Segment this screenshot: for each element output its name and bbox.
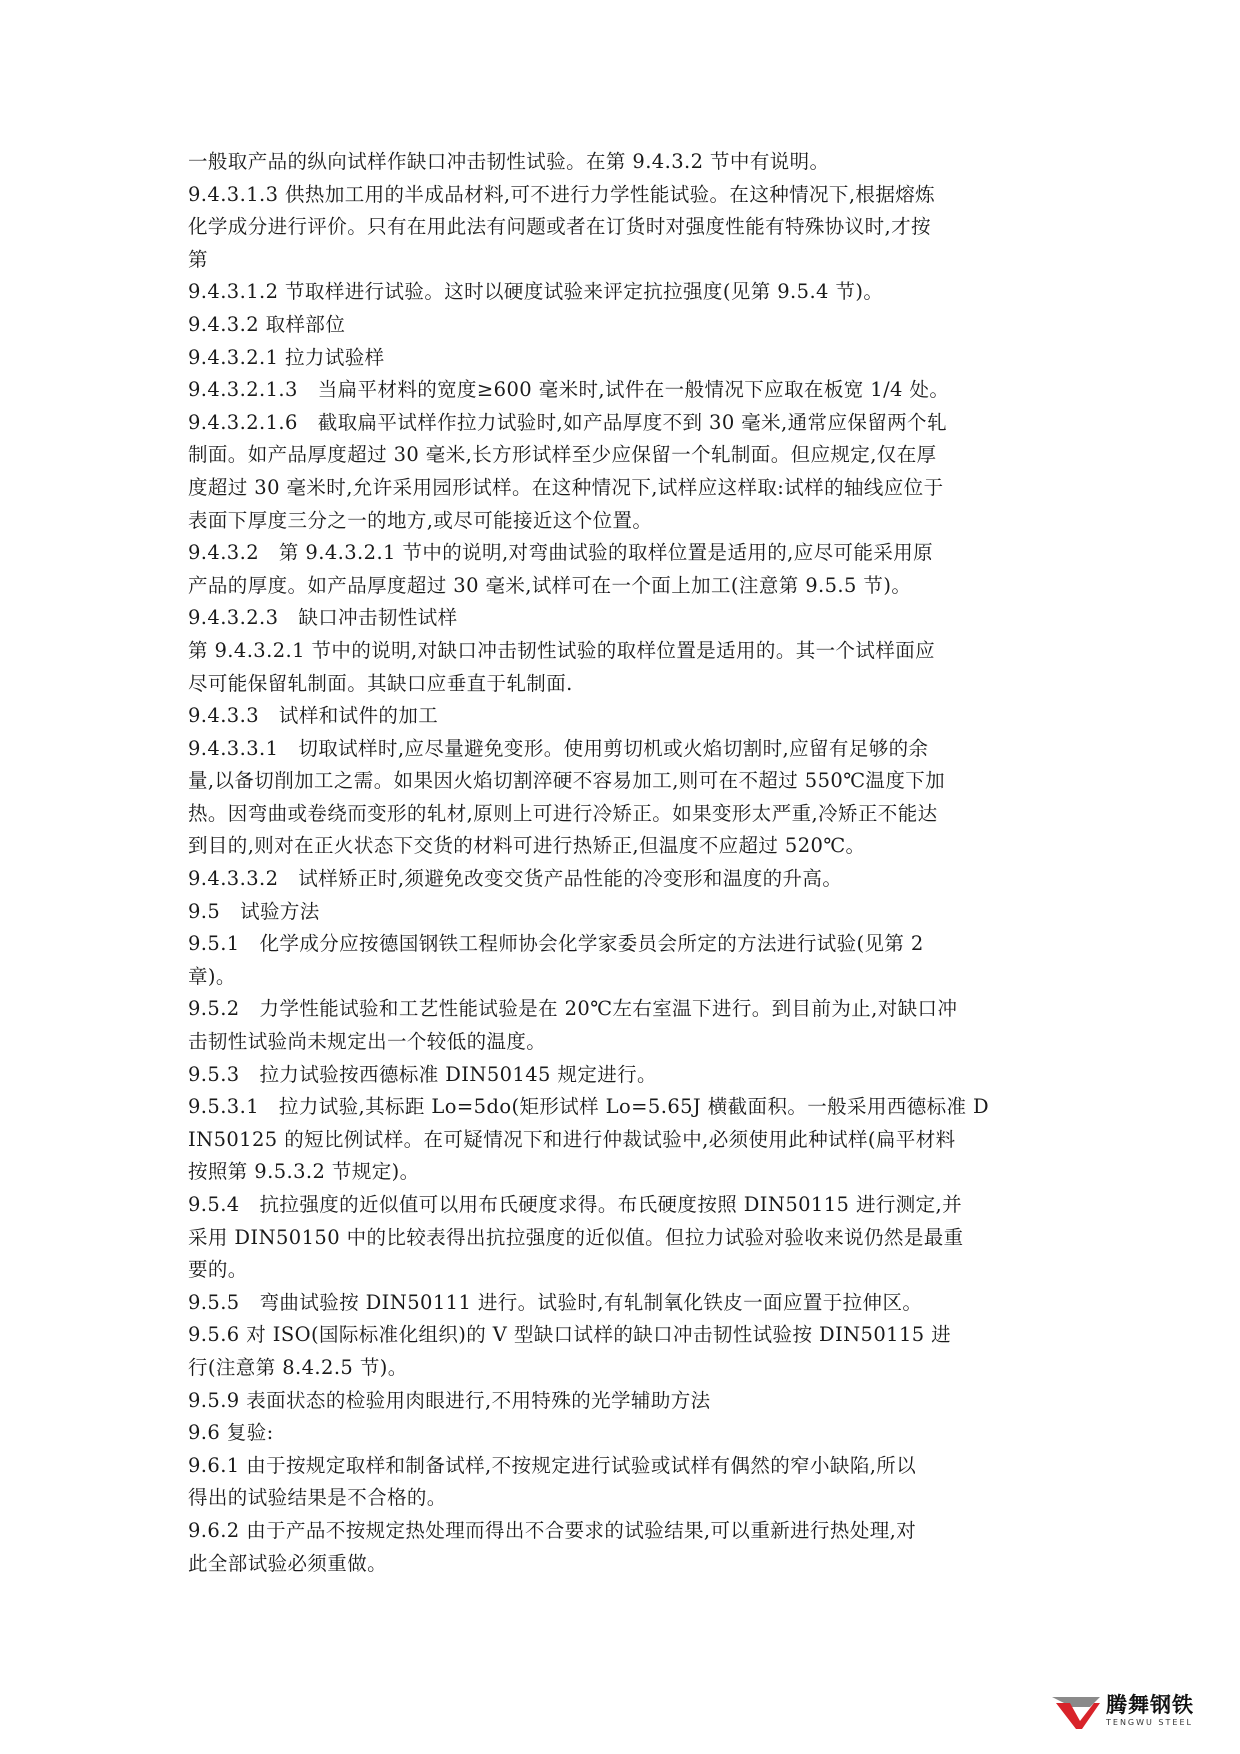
text-line: 9.5.6 对 ISO(国际标准化组织)的 V 型缺口试样的缺口冲击韧性试验按 DIN50115 进 xyxy=(188,1323,952,1347)
text-line: 到目的,则对在正火状态下交货的材料可进行热矫正,但温度不应超过 520℃。 xyxy=(188,834,866,858)
text-line: 制面。如产品厚度超过 30 毫米,长方形试样至少应保留一个轧制面。但应规定,仅在厚 xyxy=(188,443,937,467)
text-line: 得出的试验结果是不合格的。 xyxy=(188,1486,447,1510)
text-line: 9.5.3 拉力试验按西德标准 DIN50145 规定进行。 xyxy=(188,1062,657,1086)
logo-name-en: TENGWU STEEL xyxy=(1106,1718,1193,1727)
text-line: 9.4.3.2.1 拉力试验样 xyxy=(188,345,385,369)
text-line: 9.4.3.2 取样部位 xyxy=(188,312,346,336)
text-line: 产品的厚度。如产品厚度超过 30 毫米,试样可在一个面上加工(注意第 9.5.5 节)。 xyxy=(188,573,912,597)
text-line: 第 xyxy=(188,247,208,271)
text-line: 9.4.3.2.1.3 当扁平材料的宽度≥600 毫米时,试件在一般情况下应取在板宽 1/4 处。 xyxy=(188,378,950,402)
text-line: 热。因弯曲或卷绕而变形的轧材,原则上可进行冷矫正。如果变形太严重,冷矫正不能达 xyxy=(188,801,938,825)
text-line: 9.4.3.2 第 9.4.3.2.1 节中的说明,对弯曲试验的取样位置是适用的,应尽可能采用原 xyxy=(188,541,934,565)
text-line: 章)。 xyxy=(188,964,236,988)
text-line: 表面下厚度三分之一的地方,或尽可能接近这个位置。 xyxy=(188,508,653,532)
text-line: 9.4.3.2.3 缺口冲击韧性试样 xyxy=(188,606,458,630)
text-line: 9.4.3.2.1.6 截取扁平试样作拉力试验时,如产品厚度不到 30 毫米,通常应保留两个轧 xyxy=(188,410,947,434)
text-line: 化学成分进行评价。只有在用此法有问题或者在订货时对强度性能有特殊协议时,才按 xyxy=(188,215,931,239)
text-line: 9.4.3.3.2 试样矫正时,须避免改变交货产品性能的冷变形和温度的升高。 xyxy=(188,867,843,891)
text-line: 9.5.4 抗拉强度的近似值可以用布氏硬度求得。布氏硬度按照 DIN50115 进行测定,并 xyxy=(188,1193,963,1216)
text-line: 9.6 复验: xyxy=(188,1421,274,1445)
text-line: 9.4.3.3 试样和试件的加工 xyxy=(188,704,439,728)
text-line: 9.5.2 力学性能试验和工艺性能试验是在 20℃左右室温下进行。到目前为止,对缺口冲 xyxy=(188,997,958,1021)
tengwu-logo-icon xyxy=(1050,1691,1102,1731)
text-line: 9.6.2 由于产品不按规定热处理而得出不合要求的试验结果,可以重新进行热处理,对 xyxy=(188,1518,917,1542)
text-line: 9.6.1 由于按规定取样和制备试样,不按规定进行试验或试样有偶然的窄小缺陷,所以 xyxy=(188,1453,917,1477)
text-line: 此全部试验必须重做。 xyxy=(188,1551,388,1575)
text-line: 度超过 30 毫米时,允许采用园形试样。在这种情况下,试样应这样取:试样的轴线应位于 xyxy=(188,475,944,499)
text-line: 9.4.3.3.1 切取试样时,应尽量避免变形。使用剪切机或火焰切割时,应留有足够的余 xyxy=(188,736,929,760)
text-line: 采用 DIN50150 中的比较表得出抗拉强度的近似值。但拉力试验对验收来说仍然是最重 xyxy=(188,1225,964,1249)
text-line: 9.5 试验方法 xyxy=(188,899,320,923)
text-line: 第 9.4.3.2.1 节中的说明,对缺口冲击韧性试验的取样位置是适用的。其一个试样面应 xyxy=(188,638,936,662)
company-logo xyxy=(1050,1686,1220,1736)
logo-text xyxy=(1106,1695,1194,1727)
text-line: 9.4.3.1.3 供热加工用的半成品材料,可不进行力学性能试验。在这种情况下,根据熔炼 xyxy=(188,182,936,206)
text-line: 按照第 9.5.3.2 节规定)。 xyxy=(188,1160,420,1184)
text-line: 9.5.9 表面状态的检验用肉眼进行,不用特殊的光学辅助方法 xyxy=(188,1388,711,1412)
text-line: 行(注意第 8.4.2.5 节)。 xyxy=(188,1355,408,1379)
document-body xyxy=(188,146,1050,1580)
text-line: 9.4.3.1.2 节取样进行试验。这时以硬度试验来评定抗拉强度(见第 9.5.4 节)。 xyxy=(188,280,884,304)
text-line: 9.5.3.1 拉力试验,其标距 Lo=5do(矩形试样 Lo=5.65J 横截面积。一般采用西德标准 D xyxy=(188,1095,990,1119)
text-line: 一般取产品的纵向试样作缺口冲击韧性试验。在第 9.4.3.2 节中有说明。 xyxy=(188,150,830,173)
text-line: 尽可能保留轧制面。其缺口应垂直于轧制面. xyxy=(188,671,573,695)
text-line: 9.5.1 化学成分应按德国钢铁工程师协会化学家委员会所定的方法进行试验(见第 2 xyxy=(188,932,924,956)
text-line: 9.5.5 弯曲试验按 DIN50111 进行。试验时,有轧制氧化铁皮一面应置于拉伸区。 xyxy=(188,1290,923,1314)
text-line: 击韧性试验尚未规定出一个较低的温度。 xyxy=(188,1030,547,1054)
text-line: 要的。 xyxy=(188,1258,248,1282)
logo-name-cn: 腾舞钢铁 xyxy=(1106,1693,1194,1717)
text-line: IN50125 的短比例试样。在可疑情况下和进行仲裁试验中,必须使用此种试样(扁平材料 xyxy=(188,1127,956,1151)
text-line: 量,以备切削加工之需。如果因火焰切割淬硬不容易加工,则可在不超过 550℃温度下加 xyxy=(188,769,946,793)
